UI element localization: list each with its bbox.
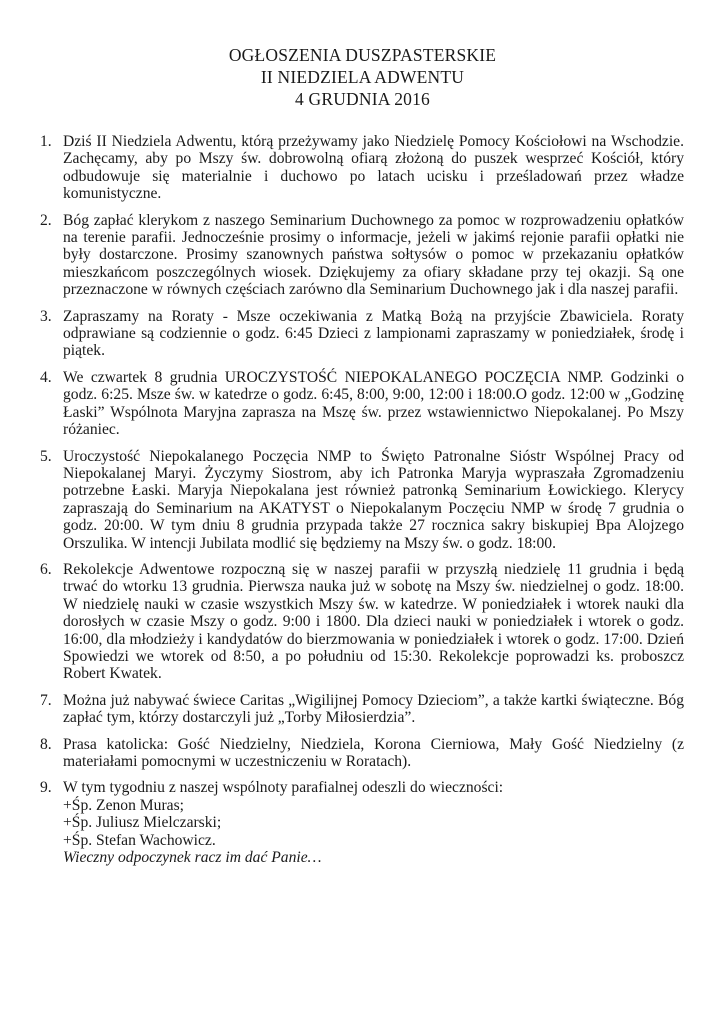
announcement-item xyxy=(40,369,684,439)
item-number: 7. xyxy=(40,691,52,709)
item-text: We czwartek 8 grudnia UROCZYSTOŚĆ NIEPOKALANEGO POCZĘCIA NMP. Godzinki o godz. 6:25. Msze św. w katedrze o godz. 6:45, 8:00, 9:00, 12:00 i 18:00.O godz. 12:00 w „Godzinę Łaski” Wspólnota Maryjna zaprasza na Mszę św. przez wstawiennictwo Niepokalanej. Po Mszy różaniec. xyxy=(63,368,684,439)
item-number: 4. xyxy=(40,368,52,386)
announcement-item xyxy=(40,736,684,771)
item-text: Zapraszamy na Roraty - Msze oczekiwania z Matką Bożą na przyjście Zbawiciela. Roraty odprawiane są codziennie o godz. 6:45 Dzieci z lampionami zapraszamy w poniedziałek, środę i piątek. xyxy=(63,307,684,360)
item-text: Można już nabywać świece Caritas „Wigilijnej Pomocy Dzieciom”, a także kartki świąteczne. Bóg zapłać tym, którzy dostarczyli już „Torby Miłosierdzia”. xyxy=(63,691,684,727)
item-number: 5. xyxy=(40,447,52,465)
header-subtitle: II NIEDZIELA ADWENTU xyxy=(260,67,465,87)
closing-prayer: Wieczny odpoczynek racz im dać Panie… xyxy=(63,849,322,867)
announcements-list xyxy=(40,133,684,875)
announcement-item xyxy=(40,133,684,203)
obituary-intro: W tym tygodniu z naszej wspólnoty parafialnej odeszli do wieczności: xyxy=(63,779,504,797)
announcement-item xyxy=(40,692,684,727)
announcement-item xyxy=(40,561,684,683)
item-number: 1. xyxy=(40,133,52,150)
item-number: 9. xyxy=(40,779,52,797)
item-text: Dziś II Niedziela Adwentu, którą przeżywamy jako Niedzielę Pomocy Kościołowi na Wschodzie. Zachęcamy, aby po Mszy św. dobrowolną ofiarą złożoną do puszek wesprzeć Kościół, który odbudowuje się materialnie i duchowo po latach ucisku i prześladowań przez władze komunistyczne. xyxy=(63,133,684,203)
announcement-item xyxy=(40,448,684,552)
item-number: 3. xyxy=(40,307,52,325)
item-text: Prasa katolicka: Gość Niedzielny, Niedziela, Korona Cierniowa, Mały Gość Niedzielny (z materiałami pomocnymi w uczestniczeniu w Roratach). xyxy=(63,735,684,770)
deceased-name: +Śp. Stefan Wachowicz. xyxy=(63,831,216,849)
item-number: 2. xyxy=(40,211,52,229)
header-date: 4 GRUDNIA 2016 xyxy=(294,89,431,109)
obituary-item xyxy=(40,779,684,866)
deceased-name: +Śp. Zenon Muras; xyxy=(63,796,184,814)
header-title: OGŁOSZENIA DUSZPASTERSKIE xyxy=(228,45,497,65)
deceased-name: +Śp. Juliusz Mielczarski; xyxy=(63,814,222,832)
item-text: Rekolekcje Adwentowe rozpoczną się w naszej parafii w przyszłą niedzielę 11 grudnia i będą trwać do wtorku 13 grudnia. Pierwsza nauka już w sobotę na Mszy św. niedzielnej o godz. 18:00. W niedzielę nauki w czasie wszystkich Mszy św. w katedrze. W poniedziałek i wtorek nauki dla dorosłych w czasie Mszy o godz. 9:00 i 1800. Dla dzieci nauki w poniedziałek i wtorek o godz. 16:00, dla młodzieży i kandydatów do bierzmowania w poniedziałek i wtorek o godz. 17:00. Dzień Spowiedzi we wtorek od 8:50, a po południu od 15:30. Rekolekcje poprowadzi ks. proboszcz Robert Kwatek. xyxy=(63,560,684,683)
item-number: 6. xyxy=(40,560,52,578)
item-number: 8. xyxy=(40,735,52,753)
item-text: Uroczystość Niepokalanego Poczęcia NMP to Święto Patronalne Sióstr Wspólnej Pracy od Niepokalanej Maryi. Życzymy Siostrom, aby ich Patronka Maryja wypraszała Zgromadzeniu potrzebne Łaski. Maryja Niepokalana jest również patronką Seminarium Łowickiego. Klerycy zapraszają do Seminarium na AKATYST o Niepokalanym Poczęciu NMP w środę 7 grudnia o godz. 20:00. W tym dniu 8 grudnia przypada także 27 rocznica sakry biskupiej Bpa Alojzego Orszulika. W intencji Jubilata modlić się będziemy na Mszy św. o godz. 18:00. xyxy=(63,447,684,552)
document-header xyxy=(0,44,725,110)
item-text: Bóg zapłać klerykom z naszego Seminarium Duchownego za pomoc w rozprowadzeniu opłatków na terenie parafii. Jednocześnie prosimy o informacje, jeżeli w jakimś rejonie parafii opłatki nie były dostarczone. Prosimy szanownych państwa sołtysów o pomoc w przekazaniu opłatków mieszkańcom poszczególnych wiosek. Dziękujemy za ofiary składane przy tej okazji. Są one przeznaczone w równych częściach zarówno dla Seminarium Duchownego jak i dla naszej parafii. xyxy=(63,211,684,299)
announcement-item xyxy=(40,308,684,360)
announcement-item xyxy=(40,212,684,299)
